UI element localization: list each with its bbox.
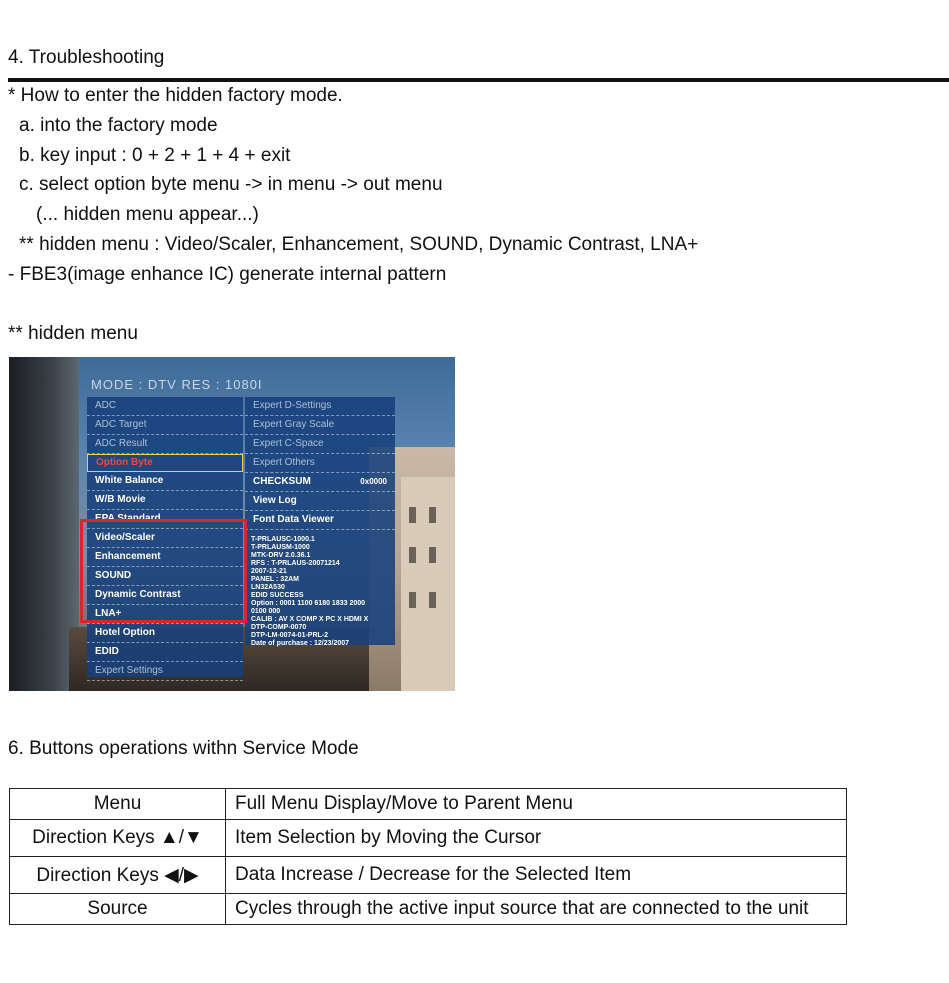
osd-menu-item: Expert D-Settings: [245, 397, 395, 416]
osd-checksum-value: 0x0000: [360, 477, 387, 486]
osd-info-line: EDID SUCCESS: [251, 592, 304, 599]
osd-menu-item: ADC Target: [87, 416, 243, 435]
instruction-line: ** hidden menu : Video/Scaler, Enhancement, SOUND, Dynamic Contrast, LNA+: [19, 234, 699, 255]
osd-menu-item: Video/Scaler: [87, 529, 243, 548]
instruction-line: b. key input : 0 + 2 + 1 + 4 + exit: [19, 145, 291, 166]
photo-background: [429, 592, 436, 608]
osd-info-line: LN32A530: [251, 584, 285, 591]
osd-info-line: PANEL : 32AM: [251, 576, 299, 583]
osd-right-menu: [245, 397, 395, 645]
table-row: [10, 894, 847, 925]
buttons-heading: 6. Buttons operations withn Service Mode: [8, 738, 359, 759]
hidden-menu-highlight-box: [80, 519, 247, 623]
osd-mode-line: MODE : DTV RES : 1080I: [91, 377, 263, 392]
osd-menu-item: EPA Standard: [87, 510, 243, 529]
table-cell-desc: Item Selection by Moving the Cursor: [226, 820, 847, 857]
osd-menu-item: Expert Settings: [87, 662, 243, 681]
table-cell-key: Source: [10, 894, 226, 925]
hidden-menu-heading: ** hidden menu: [8, 323, 138, 344]
table-cell-key: Direction Keys ◀/▶: [10, 857, 226, 894]
table-row: [10, 789, 847, 820]
instruction-line: c. select option byte menu -> in menu -> out menu: [19, 174, 443, 195]
photo-background: [409, 547, 416, 563]
osd-menu-item: ADC Result: [87, 435, 243, 454]
osd-info-line: T-PRLAUSC-1000.1: [251, 536, 315, 543]
osd-menu-item: Font Data Viewer: [245, 511, 395, 530]
osd-menu-item: Enhancement: [87, 548, 243, 567]
osd-menu-item: EDID: [87, 643, 243, 662]
osd-menu-item: Hotel Option: [87, 624, 243, 643]
section-title: 4. Troubleshooting: [8, 47, 165, 68]
table-cell-desc: Cycles through the active input source that are connected to the unit: [226, 894, 847, 925]
osd-menu-item: Expert Gray Scale: [245, 416, 395, 435]
table-cell-key: Direction Keys ▲/▼: [10, 820, 226, 857]
osd-info-line: DTP-COMP-0070: [251, 624, 307, 631]
osd-info-line: CALIB : AV X COMP X PC X HDMI X: [251, 616, 369, 623]
table-row: [10, 857, 847, 894]
section-divider: [8, 78, 949, 82]
osd-menu-item: Expert C-Space: [245, 435, 395, 454]
osd-info-line: T-PRLAUSM-1000: [251, 544, 310, 551]
osd-menu-item: White Balance: [87, 472, 243, 491]
instruction-line: - FBE3(image enhance IC) generate internal pattern: [8, 264, 447, 285]
photo-background: [409, 507, 416, 523]
osd-menu-item: LNA+: [87, 605, 243, 624]
osd-info-line: Option : 0001 1100 6180 1833 2000: [251, 600, 366, 607]
table-cell-desc: Full Menu Display/Move to Parent Menu: [226, 789, 847, 820]
osd-menu-item: ADC: [87, 397, 243, 416]
instruction-line: * How to enter the hidden factory mode.: [8, 85, 343, 106]
osd-info-line: MTK-DRV 2.0.36.1: [251, 552, 311, 559]
table-cell-key: Menu: [10, 789, 226, 820]
osd-menu-item: View Log: [245, 492, 395, 511]
table-cell-desc: Data Increase / Decrease for the Selected Item: [226, 857, 847, 894]
osd-info-line: DTP-LM-0074-01-PRL-2: [251, 632, 329, 639]
osd-info-line: 0100 000: [251, 608, 281, 615]
hidden-menu-photo: [9, 357, 455, 691]
photo-background: [409, 592, 416, 608]
osd-menu-item: W/B Movie: [87, 491, 243, 510]
osd-menu-item: Expert Others: [245, 454, 395, 473]
osd-menu-item: SOUND: [87, 567, 243, 586]
osd-info-line: RFS : T-PRLAUS-20071214: [251, 560, 340, 567]
osd-menu-item: Dynamic Contrast: [87, 586, 243, 605]
photo-background: [429, 547, 436, 563]
instruction-line: a. into the factory mode: [19, 115, 218, 136]
osd-checksum-label: CHECKSUM: [253, 476, 311, 487]
osd-info-line: 2007-12-21: [251, 568, 287, 575]
osd-checksum-item: [245, 473, 395, 492]
osd-info-line: Date of purchase : 12/23/2007: [251, 640, 350, 647]
instruction-line: (... hidden menu appear...): [36, 204, 259, 225]
osd-info-block: [245, 530, 395, 648]
buttons-table: [9, 788, 847, 925]
table-row: [10, 820, 847, 857]
photo-background: [429, 507, 436, 523]
osd-menu-item-selected: Option Byte: [87, 454, 243, 472]
